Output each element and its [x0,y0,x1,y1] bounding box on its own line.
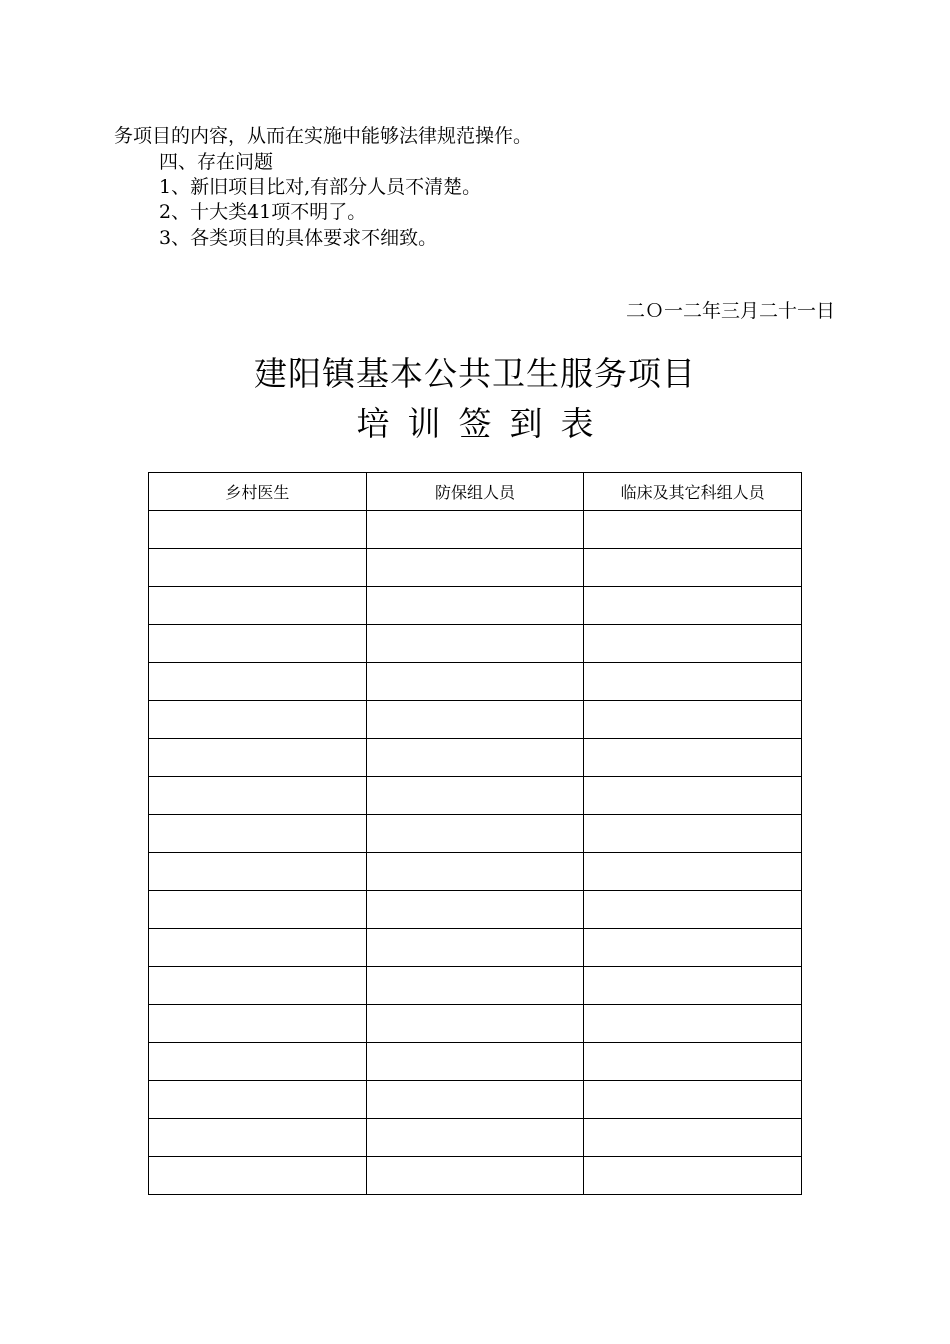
signature-cell [584,1081,802,1119]
signature-cell [149,929,367,967]
table-row [149,1043,802,1081]
signature-cell [366,1005,584,1043]
signature-cell [149,587,367,625]
signature-cell [584,587,802,625]
table-row [149,739,802,777]
signature-cell [366,1119,584,1157]
signature-cell [584,663,802,701]
signature-cell [366,587,584,625]
column-header-prevention-staff: 防保组人员 [366,473,584,511]
table-row [149,815,802,853]
signature-cell [149,1081,367,1119]
signature-cell [584,815,802,853]
signature-cell [366,1043,584,1081]
table-row [149,777,802,815]
signature-cell [366,853,584,891]
table-row [149,891,802,929]
table-row [149,929,802,967]
signature-cell [366,701,584,739]
signature-cell [584,625,802,663]
table-row [149,701,802,739]
document-subtitle: 培训签到表 [356,404,612,443]
signature-cell [584,777,802,815]
issue-item-3: 3、各类项目的具体要求不细致。 [159,227,438,249]
signature-cell [149,815,367,853]
signature-cell [366,1081,584,1119]
signature-cell [366,549,584,587]
table-row [149,1119,802,1157]
signature-cell [584,967,802,1005]
sign-in-table [148,472,802,1195]
signature-cell [366,815,584,853]
signature-cell [584,511,802,549]
signature-cell [149,1119,367,1157]
signature-cell [366,891,584,929]
table-header-row [149,473,802,511]
paragraph-continuation: 务项目的内容，从而在实施中能够法律规范操作。 [114,125,533,147]
signature-cell [149,549,367,587]
signature-cell [149,663,367,701]
signature-cell [584,701,802,739]
signature-cell [584,739,802,777]
signature-cell [366,929,584,967]
signature-cell [584,1157,802,1195]
signature-cell [366,625,584,663]
signature-cell [584,1043,802,1081]
signature-cell [584,853,802,891]
signature-cell [149,891,367,929]
signature-cell [584,891,802,929]
document-date: 二Ｏ一二年三月二十一日 [625,300,835,322]
column-header-clinical-staff: 临床及其它科组人员 [584,473,802,511]
signature-cell [149,701,367,739]
signature-cell [366,777,584,815]
column-header-village-doctor: 乡村医生 [149,473,367,511]
signature-cell [149,625,367,663]
signature-cell [149,1157,367,1195]
signature-cell [366,967,584,1005]
signature-cell [149,777,367,815]
table-row [149,511,802,549]
signature-cell [149,1043,367,1081]
table-row [149,1157,802,1195]
signature-cell [584,1005,802,1043]
section-heading-issues: 四、存在问题 [159,151,274,173]
table-row [149,587,802,625]
table-row [149,1081,802,1119]
issue-item-2: 2、十大类41项不明了。 [159,201,367,223]
issue-item-1: 1、新旧项目比对,有部分人员不清楚。 [159,176,482,198]
signature-cell [149,853,367,891]
signature-cell [584,929,802,967]
signature-cell [366,511,584,549]
signature-cell [366,1157,584,1195]
table-row [149,967,802,1005]
signature-cell [584,1119,802,1157]
document-title: 建阳镇基本公共卫生服务项目 [254,354,696,393]
signature-cell [149,1005,367,1043]
signature-cell [584,549,802,587]
table-row [149,663,802,701]
table-row [149,549,802,587]
table-row [149,1005,802,1043]
signature-cell [366,739,584,777]
signature-cell [366,663,584,701]
table-row [149,625,802,663]
table-row [149,853,802,891]
signature-cell [149,739,367,777]
signature-cell [149,511,367,549]
table-body [149,511,802,1195]
signature-cell [149,967,367,1005]
